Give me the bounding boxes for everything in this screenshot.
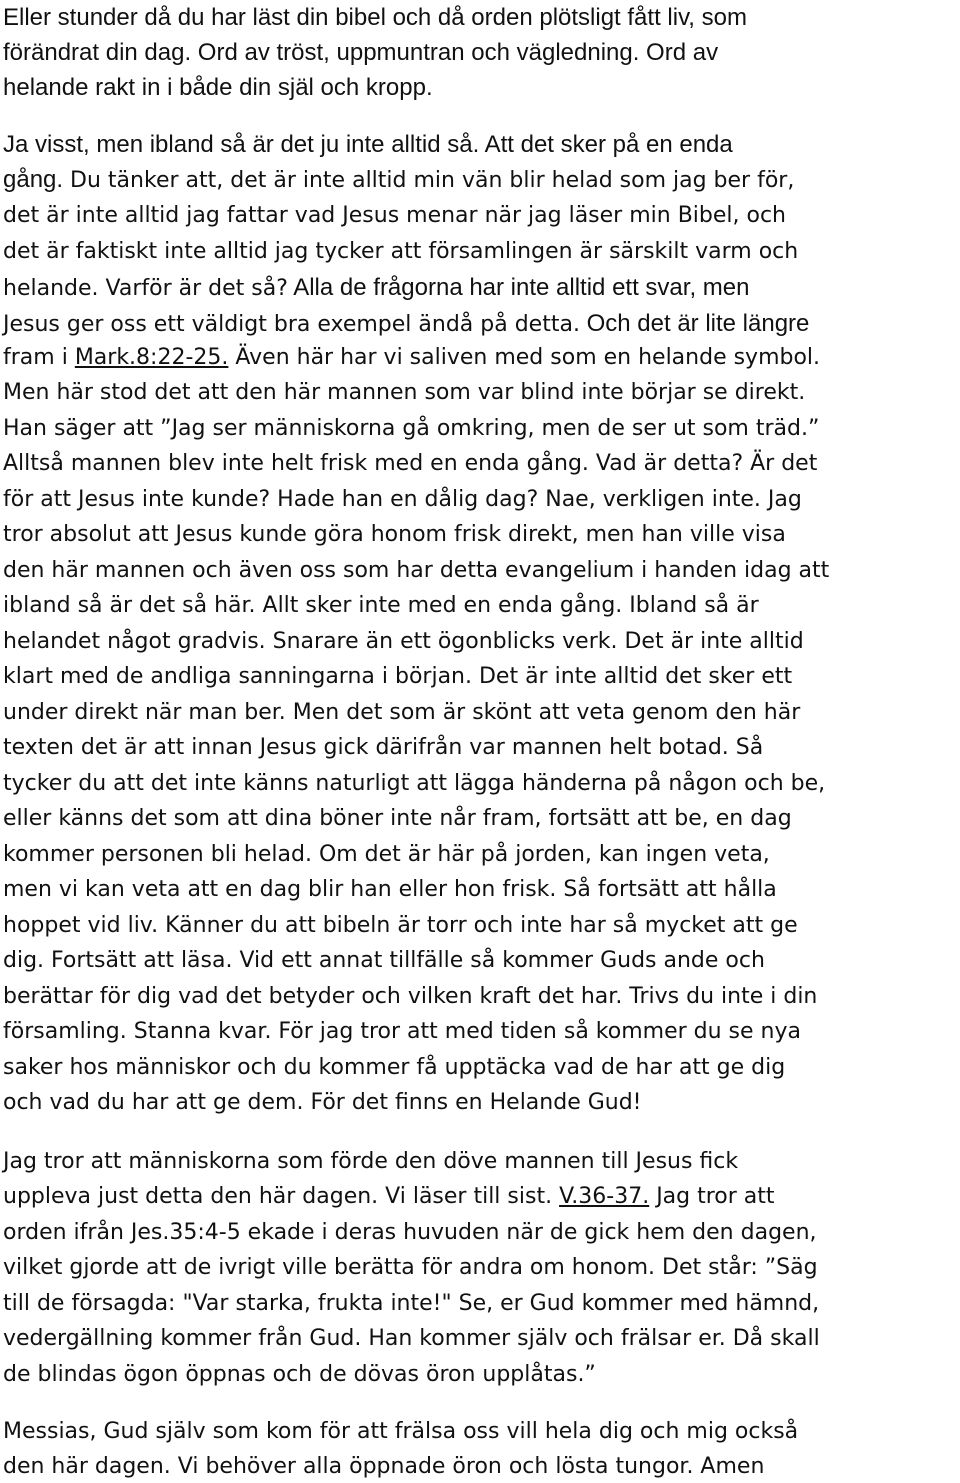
text-line: under direkt när man ber. Men det som är skönt att veta genom den här xyxy=(3,700,801,725)
text-line: förändrat din dag. Ord av tröst, uppmuntran och vägledning. Ord av xyxy=(3,39,719,66)
text-line: tror absolut att Jesus kunde göra honom frisk direkt, men han ville visa xyxy=(3,522,786,547)
text-line: klart med de andliga sanningarna i början. Det är inte alltid det sker ett xyxy=(3,664,793,689)
text-span: Jag tror att xyxy=(649,1184,775,1209)
text-line xyxy=(3,274,749,302)
text-span: Även här har vi saliven med som en helande symbol. xyxy=(228,345,821,370)
text-line: Alltså mannen blev inte helt frisk med en enda gång. Vad är detta? Är det xyxy=(3,451,818,476)
text-line: men vi kan veta att en dag blir han eller hon frisk. Så fortsätt att hålla xyxy=(3,877,777,902)
text-line: Ja visst, men ibland så är det ju inte alltid så. Att det sker på en enda xyxy=(3,131,733,158)
text-line: Jag tror att människorna som förde den döve mannen till Jesus fick xyxy=(3,1149,739,1174)
text-span: uppleva just detta den här dagen. Vi läser till sist. xyxy=(3,1184,560,1209)
text-span: Jesus ger oss ett väldigt bra exempel ändå på detta. xyxy=(3,312,580,337)
scripture-link[interactable]: V.36-37. xyxy=(559,1184,650,1209)
text-line: församling. Stanna kvar. För jag tror att med tiden så kommer du se nya xyxy=(3,1019,801,1044)
text-line: de blindas ögon öppnas och de dövas öron upplåtas.” xyxy=(3,1362,596,1387)
text-line: orden ifrån Jes.35:4-5 ekade i deras huvuden när de gick hem den dagen, xyxy=(3,1220,817,1245)
text-line: ibland så är det så här. Allt sker inte med en enda gång. Ibland så är xyxy=(3,593,759,618)
text-line xyxy=(3,1184,775,1209)
text-line: det är inte alltid jag fattar vad Jesus menar när jag läser min Bibel, och xyxy=(3,203,786,228)
text-line: kommer personen bli helad. Om det är här på jorden, kan ingen veta, xyxy=(3,842,770,867)
text-line: helandet något gradvis. Snarare än ett ögonblicks verk. Det är inte alltid xyxy=(3,629,804,654)
text-line: hoppet vid liv. Känner du att bibeln är torr och inte har så mycket att ge xyxy=(3,913,798,938)
text-line: för att Jesus inte kunde? Hade han en dålig dag? Nae, verkligen inte. Jag xyxy=(3,487,802,512)
text-line: Men här stod det att den här mannen som var blind inte börjar se direkt. xyxy=(3,380,806,405)
text-line xyxy=(3,345,820,370)
text-line: helande rakt in i både din själ och kropp. xyxy=(3,74,433,101)
text-span: Och det är lite längre xyxy=(579,310,810,337)
text-line: Eller stunder då du har läst din bibel och då orden plötsligt fått liv, som xyxy=(3,4,747,31)
scripture-link[interactable]: Mark.8:22-25. xyxy=(74,345,229,370)
text-line: den här mannen och även oss som har detta evangelium i handen idag att xyxy=(3,558,830,583)
text-line: saker hos människor och du kommer få upptäcka vad de har att ge dig xyxy=(3,1055,786,1080)
text-span: Du tänker att, det är inte alltid min vän blir helad som jag ber för, xyxy=(63,168,795,193)
text-span: helande. Varför är det så? xyxy=(3,276,288,301)
text-line: till de försagda: "Var starka, frukta inte!" Se, er Gud kommer med hämnd, xyxy=(3,1291,820,1316)
text-line: det är faktiskt inte alltid jag tycker att församlingen är särskilt varm och xyxy=(3,239,799,264)
text-line: tycker du att det inte känns naturligt att lägga händerna på någon och be, xyxy=(3,771,826,796)
text-line: texten det är att innan Jesus gick därifrån var mannen helt botad. Så xyxy=(3,735,764,760)
text-line: dig. Fortsätt att läsa. Vid ett annat tillfälle så kommer Guds ande och xyxy=(3,948,765,973)
text-span: fram i xyxy=(3,345,75,370)
text-line: vilket gjorde att de ivrigt ville berätta för andra om honom. Det står: ”Säg xyxy=(3,1255,818,1280)
text-line: berättar för dig vad det betyder och vilken kraft det har. Trivs du inte i din xyxy=(3,984,818,1009)
text-line: Messias, Gud själv som kom för att frälsa oss vill hela dig och mig också xyxy=(3,1419,799,1444)
text-line: Han säger att ”Jag ser människorna gå omkring, men de ser ut som träd.” xyxy=(3,416,820,441)
text-line xyxy=(3,310,809,338)
text-line: eller känns det som att dina böner inte når fram, fortsätt att be, en dag xyxy=(3,806,792,831)
text-line: och vad du har att ge dem. För det finns en Helande Gud! xyxy=(3,1090,642,1115)
text-span: gång. xyxy=(3,166,64,193)
text-line xyxy=(3,166,794,194)
text-line: vedergällning kommer från Gud. Han kommer själv och frälsar er. Då skall xyxy=(3,1326,820,1351)
text-line: den här dagen. Vi behöver alla öppnade öron och lösta tungor. Amen xyxy=(3,1454,765,1479)
text-span: Alla de frågorna har inte alltid ett svar, men xyxy=(287,274,750,301)
